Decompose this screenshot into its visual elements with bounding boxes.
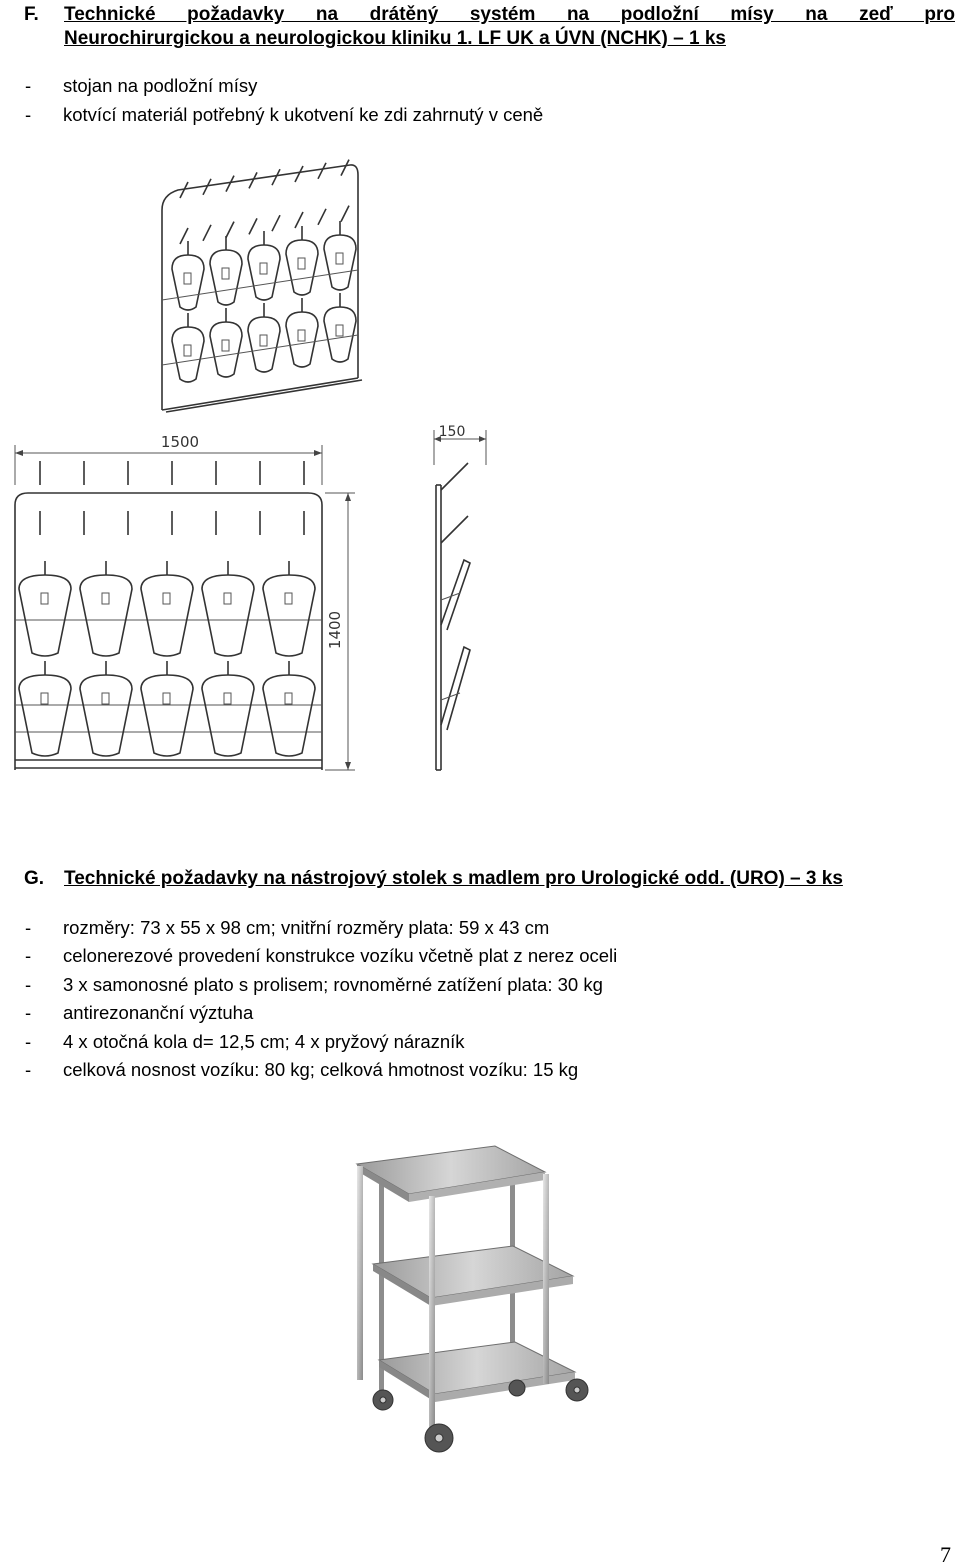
height-dimension-label: 1400 [326, 610, 344, 650]
section-f-letter: F. [24, 4, 39, 25]
list-item-text: rozměry: 73 x 55 x 98 cm; vnitřní rozměry plata: 59 x 43 cm [63, 917, 550, 938]
list-item-text: stojan na podložní mísy [63, 75, 258, 96]
section-g-item: - celonerezové provedení konstrukce vozíku včetně plat z nerez oceli [25, 942, 925, 970]
bedpan-rack-side-view-image [420, 425, 500, 775]
list-item-text: celková nosnost vozíku: 80 kg; celková hmotnost vozíku: 15 kg [63, 1059, 579, 1080]
section-g-heading [24, 867, 944, 891]
section-g-letter: G. [24, 868, 45, 889]
page-number: 7 [940, 1542, 951, 1567]
section-g-item: - rozměry: 73 x 55 x 98 cm; vnitřní rozměry plata: 59 x 43 cm [25, 914, 925, 942]
instrument-trolley-image [345, 1138, 595, 1458]
section-f-item: - kotvící materiál potřebný k ukotvení ke zdi zahrnutý v ceně [25, 101, 725, 129]
bedpan-rack-front-view-image [10, 425, 360, 780]
section-g-item: - 4 x otočná kola d= 12,5 cm; 4 x pryžový nárazník [25, 1028, 925, 1056]
section-f-title-line2: Neurochirurgickou a neurologickou kliniku 1. LF UK a ÚVN (NCHK) – 1 ks [64, 28, 726, 49]
list-item-text: 3 x samonosné plato s prolisem; rovnoměrné zatížení plata: 30 kg [63, 974, 603, 995]
list-item-text: kotvící materiál potřebný k ukotvení ke zdi zahrnutý v ceně [63, 104, 544, 125]
section-g-item: - 3 x samonosné plato s prolisem; rovnoměrné zatížení plata: 30 kg [25, 971, 925, 999]
section-f-title-line1: Technické požadavky na drátěný systém na podložní mísy na zeď pro [64, 4, 955, 25]
section-f-item: - stojan na podložní mísy [25, 72, 725, 100]
section-g-item: - antirezonanční výztuha [25, 999, 925, 1027]
list-item-text: 4 x otočná kola d= 12,5 cm; 4 x pryžový nárazník [63, 1031, 465, 1052]
section-g-title: Technické požadavky na nástrojový stolek s madlem pro Urologické odd. (URO) – 3 ks [64, 868, 843, 889]
width-dimension-label: 1500 [160, 433, 200, 451]
bedpan-rack-perspective-image [150, 150, 370, 420]
depth-dimension-label: 150 [438, 425, 466, 440]
list-item-text: antirezonanční výztuha [63, 1002, 254, 1023]
list-item-text: celonerezové provedení konstrukce vozíku včetně plat z nerez oceli [63, 945, 618, 966]
section-g-item: - celková nosnost vozíku: 80 kg; celková hmotnost vozíku: 15 kg [25, 1056, 925, 1084]
